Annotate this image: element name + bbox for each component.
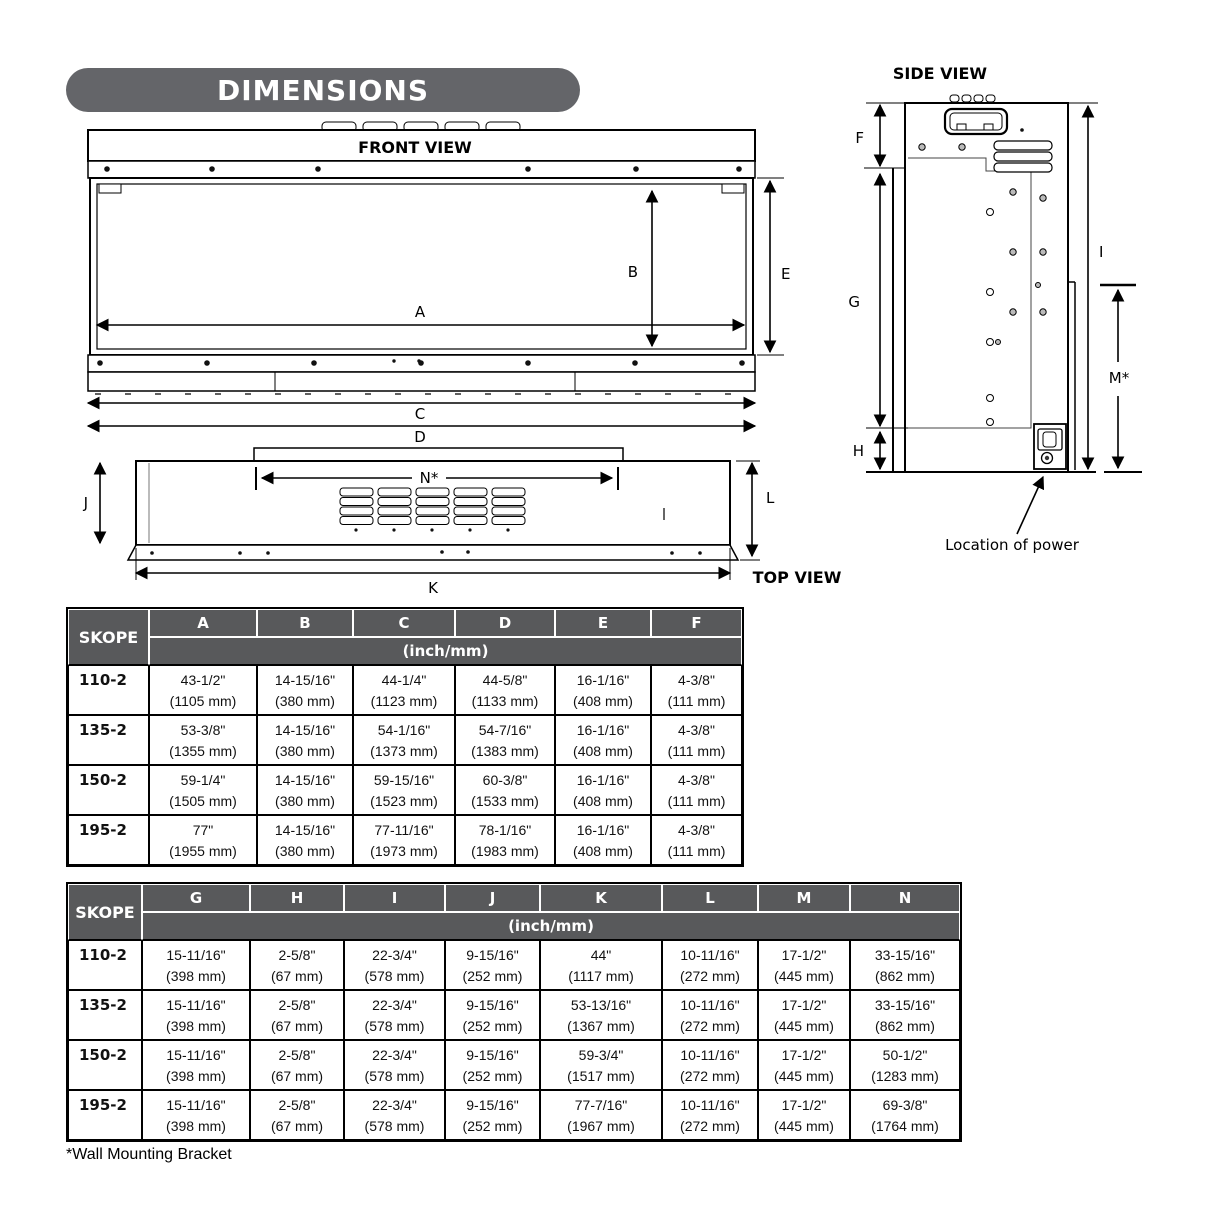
value-inches: 9-15/16" (466, 1097, 519, 1113)
value-inches: 4-3/8" (678, 672, 715, 688)
value-mm: (445 mm) (774, 968, 834, 984)
value-inches: 33-15/16" (874, 997, 936, 1013)
value-inches: 15-11/16" (166, 947, 226, 963)
table-unit-header: (inch/mm) (149, 637, 742, 665)
front-screw-strip (88, 161, 755, 178)
value-inches: 16-1/16" (576, 772, 630, 788)
value-mm: (578 mm) (364, 1068, 425, 1084)
value-mm: (578 mm) (364, 1118, 425, 1134)
table-value-cell (149, 815, 257, 865)
table-column-header: A (149, 609, 257, 637)
table-value-cell (445, 1090, 540, 1140)
value-mm: (445 mm) (774, 1018, 834, 1034)
table-value-cell (250, 1040, 344, 1090)
dim-label-l: L (766, 489, 775, 507)
table-column-header: K (540, 884, 662, 912)
value-inches: 17-1/2" (781, 1047, 827, 1063)
value-mm: (111 mm) (667, 693, 726, 709)
screw (1020, 128, 1024, 132)
dim-label-f: F (855, 129, 864, 147)
table-value-cell (149, 665, 257, 715)
value-inches: 59-1/4" (180, 772, 226, 788)
value-mm: (445 mm) (774, 1068, 834, 1084)
value-mm: (1955 mm) (169, 843, 237, 859)
value-inches: 14-15/16" (274, 822, 336, 838)
table-value-cell (850, 1040, 960, 1090)
value-mm: (408 mm) (573, 743, 633, 759)
table-value-cell (250, 1090, 344, 1140)
table-value-cell (142, 1040, 250, 1090)
dim-label-g: G (848, 293, 860, 311)
value-inches: 33-15/16" (874, 947, 936, 963)
table-value-cell (257, 715, 353, 765)
value-mm: (1123 mm) (370, 693, 438, 709)
dim-label-d: D (414, 428, 426, 446)
value-inches: 54-1/16" (377, 722, 431, 738)
value-inches: 2-5/8" (278, 997, 316, 1013)
value-inches: 15-11/16" (166, 1047, 226, 1063)
value-mm: (67 mm) (270, 1118, 324, 1134)
dim-label-c: C (414, 405, 426, 423)
dim-label-n: N* (419, 469, 439, 487)
front-body (90, 178, 753, 355)
value-mm: (1973 mm) (370, 843, 438, 859)
table-value-cell (257, 765, 353, 815)
top-view-flange (128, 545, 738, 560)
dim-label-e: E (781, 265, 791, 283)
value-inches: 10-11/16" (680, 1097, 740, 1113)
table-value-cell (662, 1040, 758, 1090)
value-mm: (398 mm) (166, 1018, 226, 1034)
value-mm: (272 mm) (680, 1068, 740, 1084)
value-inches: 22-3/4" (372, 997, 417, 1013)
table-value-cell (142, 1090, 250, 1140)
table-column-header: C (353, 609, 455, 637)
value-inches: 2-5/8" (278, 1047, 316, 1063)
value-inches: 53-3/8" (180, 722, 226, 738)
value-inches: 17-1/2" (781, 997, 827, 1013)
value-inches: 10-11/16" (680, 947, 740, 963)
table-model-cell: 135-2 (68, 990, 142, 1040)
value-mm: (380 mm) (275, 843, 335, 859)
value-inches: 77-11/16" (374, 822, 434, 838)
handle-clip (957, 124, 966, 130)
table-value-cell (758, 1040, 850, 1090)
top-tabs (950, 95, 995, 102)
value-mm: (398 mm) (166, 1068, 226, 1084)
value-inches: 9-15/16" (466, 997, 519, 1013)
value-mm: (445 mm) (774, 1118, 834, 1134)
value-mm: (67 mm) (270, 1068, 324, 1084)
value-mm: (1283 mm) (871, 1068, 939, 1084)
table-value-cell (445, 1040, 540, 1090)
value-mm: (1367 mm) (567, 1018, 635, 1034)
table-value-cell (353, 715, 455, 765)
table-value-cell (455, 665, 555, 715)
table-value-cell (555, 815, 651, 865)
table-value-cell (555, 715, 651, 765)
table-value-cell (257, 665, 353, 715)
handle-clip (984, 124, 993, 130)
value-inches: 14-15/16" (274, 672, 336, 688)
table-value-cell (540, 940, 662, 990)
table-value-cell (555, 765, 651, 815)
power-knockout-center (1045, 456, 1049, 460)
value-mm: (862 mm) (875, 1018, 935, 1034)
table-value-cell (353, 815, 455, 865)
table-value-cell (445, 940, 540, 990)
dimensions-diagram (0, 0, 1214, 600)
value-mm: (380 mm) (275, 793, 335, 809)
value-mm: (398 mm) (166, 968, 226, 984)
value-mm: (252 mm) (462, 1118, 523, 1134)
side-view-title: SIDE VIEW (892, 64, 988, 83)
value-inches: 14-15/16" (274, 772, 336, 788)
value-inches: 16-1/16" (576, 722, 630, 738)
front-view-title: FRONT VIEW (358, 138, 472, 157)
value-mm: (578 mm) (364, 1018, 425, 1034)
value-mm: (1517 mm) (567, 1068, 635, 1084)
table-model-cell: 110-2 (68, 940, 142, 990)
value-inches: 4-3/8" (678, 772, 715, 788)
top-view-diagram (83, 448, 842, 597)
table-unit-header: (inch/mm) (142, 912, 960, 940)
table-column-header: E (555, 609, 651, 637)
value-inches: 10-11/16" (680, 1047, 740, 1063)
value-mm: (111 mm) (667, 843, 726, 859)
value-mm: (578 mm) (364, 968, 425, 984)
table-value-cell (149, 715, 257, 765)
value-inches: 2-5/8" (278, 1097, 316, 1113)
value-mm: (272 mm) (680, 1018, 740, 1034)
value-inches: 44" (590, 947, 612, 963)
dim-label-j: J (83, 494, 88, 512)
power-location-note: Location of power (945, 536, 1079, 554)
table-column-header: F (651, 609, 742, 637)
dim-label-h: H (852, 442, 864, 460)
value-inches: 2-5/8" (278, 947, 316, 963)
table-skope-header: SKOPE (68, 884, 142, 940)
table-column-header: D (455, 609, 555, 637)
table-value-cell (850, 1090, 960, 1140)
table-model-cell: 150-2 (68, 765, 149, 815)
table-value-cell (149, 765, 257, 815)
value-mm: (862 mm) (875, 968, 935, 984)
dim-label-m: M* (1108, 369, 1130, 387)
value-mm: (398 mm) (166, 1118, 226, 1134)
table-value-cell (344, 1040, 445, 1090)
table-value-cell (850, 990, 960, 1040)
table-value-cell (758, 990, 850, 1040)
table-value-cell (651, 765, 742, 815)
table-value-cell (257, 815, 353, 865)
value-inches: 15-11/16" (166, 1097, 226, 1113)
table-column-header: L (662, 884, 758, 912)
value-mm: (252 mm) (462, 1068, 523, 1084)
value-inches: 59-15/16" (373, 772, 435, 788)
value-inches: 50-1/2" (882, 1047, 928, 1063)
table-value-cell (662, 1090, 758, 1140)
value-mm: (1505 mm) (169, 793, 237, 809)
table-value-cell (455, 815, 555, 865)
value-inches: 77-7/16" (574, 1097, 628, 1113)
table-column-header: M (758, 884, 850, 912)
table-value-cell (250, 990, 344, 1040)
value-mm: (252 mm) (462, 1018, 523, 1034)
value-inches: 10-11/16" (680, 997, 740, 1013)
value-mm: (67 mm) (270, 1018, 324, 1034)
table-value-cell (142, 990, 250, 1040)
value-inches: 59-3/4" (578, 1047, 624, 1063)
table-value-cell (142, 940, 250, 990)
value-inches: 60-3/8" (482, 772, 528, 788)
table-value-cell (353, 765, 455, 815)
corner-clip (99, 184, 121, 193)
value-mm: (408 mm) (573, 843, 633, 859)
side-louvers (994, 141, 1052, 172)
value-inches: 53-13/16" (570, 997, 632, 1013)
corner-clip (722, 184, 744, 193)
table-value-cell (850, 940, 960, 990)
value-mm: (408 mm) (573, 693, 633, 709)
value-mm: (272 mm) (680, 1118, 740, 1134)
dim-label-a: A (414, 303, 426, 321)
value-inches: 14-15/16" (274, 722, 336, 738)
value-inches: 44-1/4" (381, 672, 427, 688)
side-view-diagram (848, 64, 1142, 554)
value-inches: 22-3/4" (372, 1097, 417, 1113)
value-mm: (380 mm) (275, 743, 335, 759)
value-mm: (1373 mm) (370, 743, 438, 759)
table-model-cell: 195-2 (68, 815, 149, 865)
table-value-cell (455, 765, 555, 815)
table-value-cell (344, 990, 445, 1040)
table-value-cell (555, 665, 651, 715)
front-view-diagram (88, 122, 790, 446)
table-value-cell (353, 665, 455, 715)
value-mm: (67 mm) (270, 968, 324, 984)
table-model-cell: 110-2 (68, 665, 149, 715)
value-inches: 4-3/8" (678, 822, 715, 838)
value-mm: (111 mm) (667, 793, 726, 809)
value-inches: 77" (192, 822, 214, 838)
dimension-table-g-n (66, 882, 962, 1142)
dim-label-i: I (1099, 243, 1104, 261)
table-column-header: J (445, 884, 540, 912)
value-mm: (1117 mm) (568, 968, 634, 984)
table-value-cell (651, 815, 742, 865)
table-column-header: H (250, 884, 344, 912)
table-value-cell (662, 940, 758, 990)
value-mm: (1383 mm) (471, 743, 539, 759)
value-inches: 54-7/16" (478, 722, 532, 738)
dim-label-b: B (627, 263, 638, 281)
power-pointer-arrow (1017, 477, 1043, 534)
value-mm: (1523 mm) (370, 793, 438, 809)
table-value-cell (758, 940, 850, 990)
dim-label-k: K (428, 579, 438, 597)
page-title: DIMENSIONS (216, 73, 430, 107)
value-inches: 9-15/16" (466, 1047, 519, 1063)
value-mm: (1355 mm) (169, 743, 237, 759)
value-mm: (272 mm) (680, 968, 740, 984)
value-mm: (1967 mm) (567, 1118, 635, 1134)
table-value-cell (445, 990, 540, 1040)
value-inches: 15-11/16" (166, 997, 226, 1013)
table-column-header: I (344, 884, 445, 912)
table-value-cell (651, 715, 742, 765)
table-value-cell (540, 1090, 662, 1140)
value-inches: 9-15/16" (466, 947, 519, 963)
wall-mounting-bracket (254, 448, 623, 461)
table-value-cell (662, 990, 758, 1040)
value-inches: 16-1/16" (576, 822, 630, 838)
dimension-table-a-f (66, 607, 744, 867)
footnote: *Wall Mounting Bracket (66, 1146, 232, 1163)
table-value-cell (651, 665, 742, 715)
value-inches: 4-3/8" (678, 722, 715, 738)
value-inches: 17-1/2" (781, 1097, 827, 1113)
table-model-cell: 150-2 (68, 1040, 142, 1090)
value-inches: 22-3/4" (372, 947, 417, 963)
front-base-strip (88, 372, 755, 391)
table-value-cell (758, 1090, 850, 1140)
table-model-cell: 135-2 (68, 715, 149, 765)
table-value-cell (250, 940, 344, 990)
value-mm: (408 mm) (573, 793, 633, 809)
value-mm: (111 mm) (667, 743, 726, 759)
table-column-header: G (142, 884, 250, 912)
table-value-cell (540, 990, 662, 1040)
value-inches: 17-1/2" (781, 947, 827, 963)
table-value-cell (455, 715, 555, 765)
top-view-title: TOP VIEW (752, 568, 842, 587)
value-inches: 22-3/4" (372, 1047, 417, 1063)
table-value-cell (344, 940, 445, 990)
value-inches: 78-1/16" (478, 822, 532, 838)
table-model-cell: 195-2 (68, 1090, 142, 1140)
value-mm: (1133 mm) (471, 693, 539, 709)
table-value-cell (344, 1090, 445, 1140)
value-inches: 44-5/8" (482, 672, 528, 688)
value-mm: (1105 mm) (169, 693, 237, 709)
table-skope-header: SKOPE (68, 609, 149, 665)
table-column-header: N (850, 884, 960, 912)
value-mm: (252 mm) (462, 968, 523, 984)
table-value-cell (540, 1040, 662, 1090)
value-inches: 16-1/16" (576, 672, 630, 688)
value-inches: 43-1/2" (180, 672, 226, 688)
value-mm: (380 mm) (275, 693, 335, 709)
value-inches: 69-3/8" (882, 1097, 928, 1113)
value-mm: (1764 mm) (871, 1118, 939, 1134)
table-column-header: B (257, 609, 353, 637)
value-mm: (1533 mm) (471, 793, 539, 809)
value-mm: (1983 mm) (471, 843, 539, 859)
